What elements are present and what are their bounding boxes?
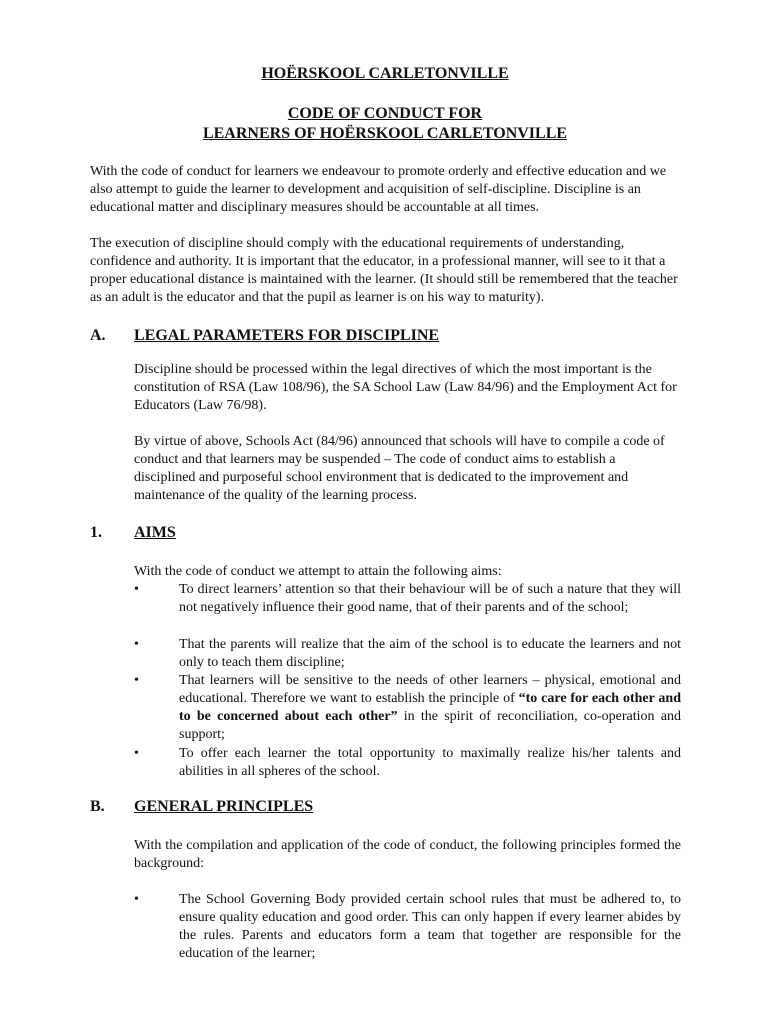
section-a-paragraph-2: By virtue of above, Schools Act (84/96) announced that schools will have to compile a code of conduct and that learners may be suspended – The code of conduct aims to establish a disciplined and purposeful school environment that is dedicated to the improvement and maintenance of the quality of the learning process. <box>134 434 665 503</box>
intro-paragraph-2: The execution of discipline should comply with the educational requirements of understanding, confidence and authority. It is important that the educator, in a professional manner, will see to it that a proper educational distance is maintained with the learner. (It should still be remembered that the teacher as an adult is the educator and that the pupil as learner is on his way to maturity). <box>90 236 678 305</box>
section-a-number: A. <box>90 327 106 344</box>
section-a-paragraph-1: Discipline should be processed within the legal directives of which the most important is the constitution of RSA (Law 108/96), the SA School Law (Law 84/96) and the Employment Act for Educators (Law 76/98). <box>134 362 677 413</box>
section-1-title: AIMS <box>134 524 176 541</box>
principles-bullet-1: The School Governing Body provided certain school rules that must be adhered to, to ensure quality education and good order. This can only happen if every learner abides by the rules. Parents and educators form a team that together are responsible for the education of the learner; <box>179 892 681 961</box>
section-1-lead: With the code of conduct we attempt to attain the following aims: <box>134 564 502 579</box>
section-1-number: 1. <box>90 524 102 541</box>
aims-bullet-4: To offer each learner the total opportunity to maximally realize his/her talents and abilities in all spheres of the school. <box>179 746 681 779</box>
section-b-number: B. <box>90 798 105 815</box>
bullet-marker: • <box>134 637 139 652</box>
aims-bullet-3-text-start: That learners will be sensitive to the needs of other learners – physical, emotional and educational. Therefore we want to establish the principle of <box>179 673 681 706</box>
document-title-line-2: LEARNERS OF HOËRSKOOL CARLETONVILLE <box>202 125 568 142</box>
bullet-marker: • <box>134 582 139 597</box>
bullet-marker: • <box>134 892 139 907</box>
aims-bullet-3 <box>179 672 681 744</box>
aims-bullet-2: That the parents will realize that the aim of the school is to educate the learners and not only to teach them discipline; <box>179 637 681 670</box>
intro-paragraph-1: With the code of conduct for learners we endeavour to promote orderly and effective education and we also attempt to guide the learner to development and acquisition of self-discipline. Discipline is an educational matter and disciplinary measures should be accountable at all times. <box>90 164 667 215</box>
aims-bullet-1: To direct learners’ attention so that their behaviour will be of such a nature that they will not negatively influence their good name, that of their parents and of the school; <box>179 582 681 615</box>
document-title-line-1: CODE OF CONDUCT FOR <box>287 105 483 122</box>
section-a-title: LEGAL PARAMETERS FOR DISCIPLINE <box>134 327 440 344</box>
bullet-marker: • <box>134 746 139 761</box>
section-b-title: GENERAL PRINCIPLES <box>134 798 314 815</box>
bullet-marker: • <box>134 673 139 688</box>
aims-bullet-3-text-end: in the spirit of reconciliation, co-operation and support; <box>179 709 681 742</box>
section-b-lead: With the compilation and application of the code of conduct, the following principles formed the background: <box>134 838 681 871</box>
aims-bullet-3-emphasis: “to care for each other and to be concerned about each other” <box>179 691 681 724</box>
school-title: HOËRSKOOL CARLETONVILLE <box>261 65 509 82</box>
